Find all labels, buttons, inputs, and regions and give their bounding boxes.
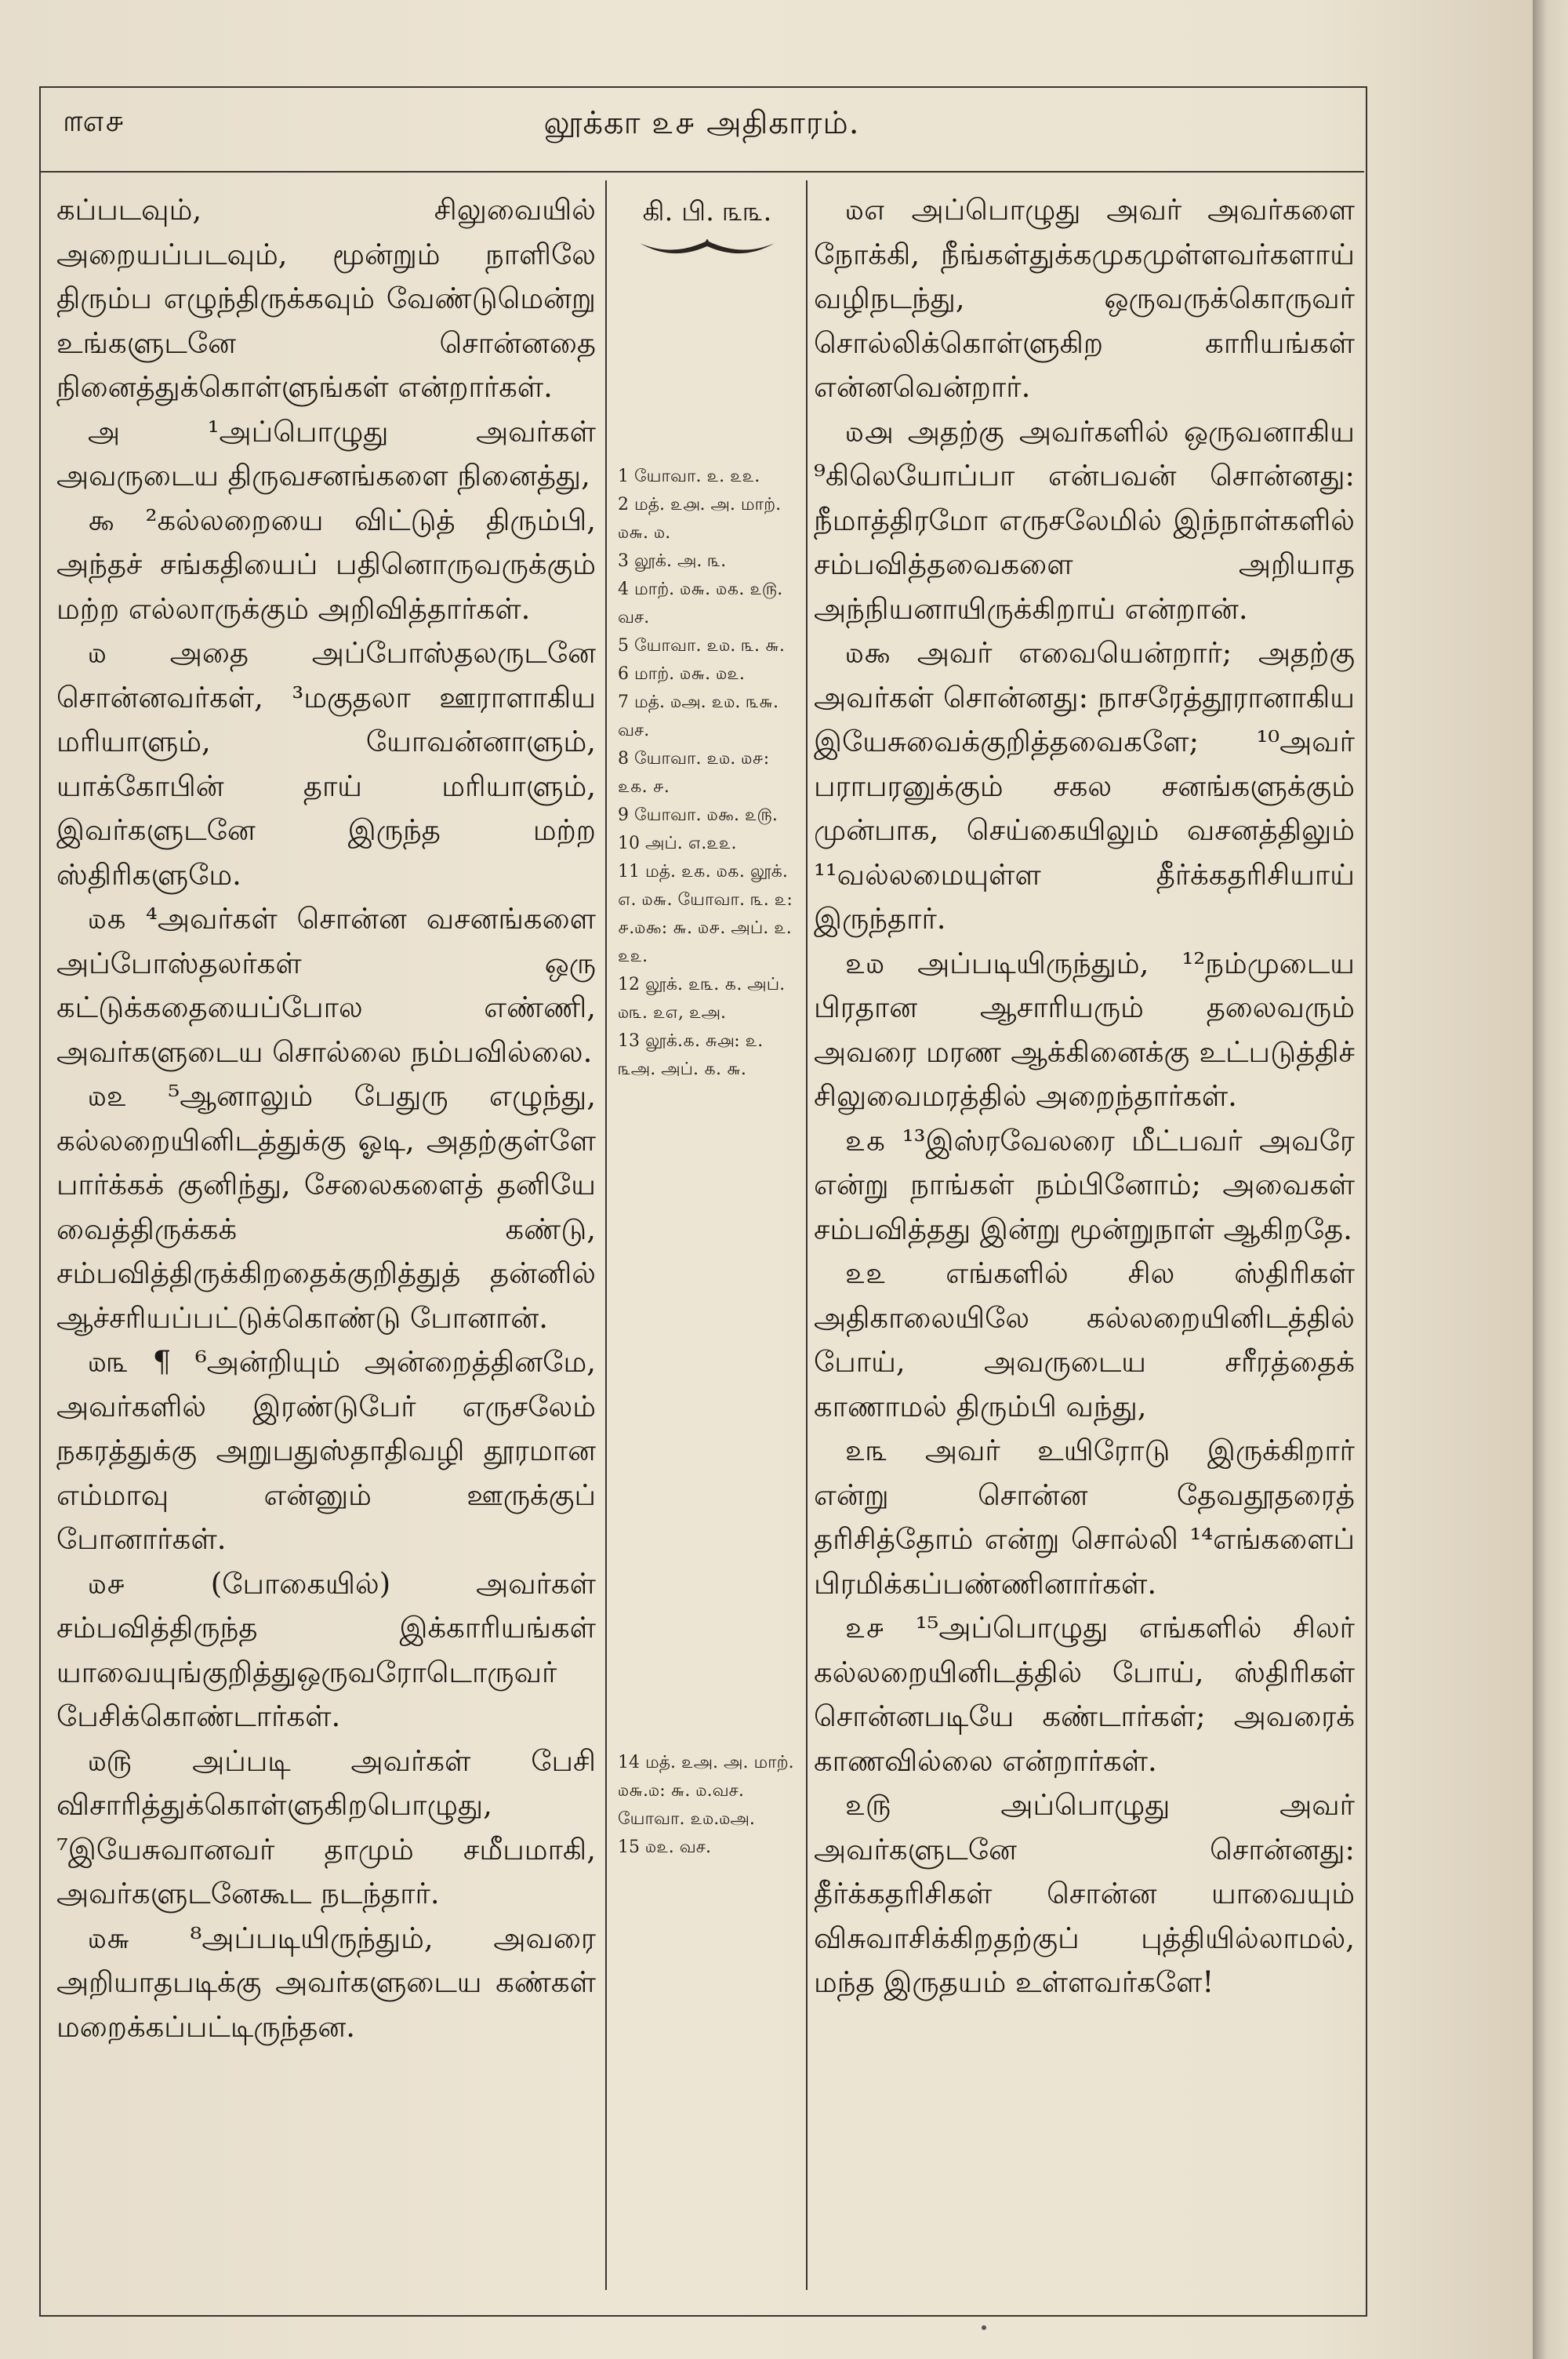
adjacent-page-edge — [1533, 0, 1568, 2359]
cross-reference: 1 யோவா. ௨. ௨௨. — [618, 467, 760, 486]
cross-reference: 7 மத். ௰அ. ௨௰. ௩௬. வச. — [618, 692, 779, 740]
verse-paragraph: ௨௰ அப்படியிருந்தும், ¹²நம்முடைய பிரதான ஆசாரியரும் தலைவரும் அவரை மரண ஆக்கினைக்கு உட்படுத்திச் சிலுவைமரத்தில் அறைந்தார்கள். — [814, 946, 1355, 1113]
verse-paragraph: ௯ ²கல்லறையை விட்டுத் திரும்பி, அந்தச் சங்கதியைப் பதினொருவருக்கும் மற்ற எல்லாருக்கும் அறிவித்தார்கள். — [56, 503, 596, 626]
cross-reference: 13 லூக்.௧. சு௮: ௨. ௩அ. அப். ௧. ௬. — [618, 1031, 764, 1079]
verse-paragraph: அ ¹அப்பொழுது அவர்கள் அவருடைய திருவசனங்களை நினைத்து, — [56, 414, 596, 493]
cross-reference: 4 மாற். ௰௬. ௰௧. ௨௫. வச. — [618, 580, 783, 627]
page-number: ௱௭௪ — [63, 104, 125, 138]
verse-paragraph: ௨௩ அவர் உயிரோடு இருக்கிறார் என்று சொன்ன தேவதூதரைத் தரிசித்தோம் என்று சொல்லி ¹⁴எங்களைப் பிரமிக்கப்பண்ணினார்கள். — [814, 1434, 1355, 1601]
verse-paragraph: ௰௪ (போகையில்) அவர்கள் சம்பவித்திருந்த இக்காரியங்கள் யாவையுங்குறித்துஒருவரோடொருவர் பேசிக்கொண்டார்கள். — [56, 1566, 596, 1733]
ornament-icon — [637, 235, 778, 262]
reference-margin — [613, 188, 801, 2290]
running-title: லூக்கா ௨௪ அதிகாரம். — [543, 105, 860, 141]
verse-paragraph: ௨௧ ¹³இஸ்ரவேலரை மீட்பவர் அவரே என்று நாங்கள் நம்பினோம்; அவைகள் சம்பவித்தது இன்று மூன்றுநாள் ஆகிறதே. — [814, 1123, 1355, 1246]
printer-dot — [982, 2325, 986, 2330]
cross-references-lower — [618, 1749, 797, 1862]
verse-paragraph: ௰௩ ¶ ⁶அன்றியும் அன்றைத்தினமே, அவர்களில் இரண்டுபேர் எருசலேம் நகரத்துக்கு அறுபதுஸ்தாதிவழி தூரமான எம்மாவு என்னும் ஊருக்குப் போனார்கள். — [56, 1345, 596, 1556]
cross-reference: 2 மத். ௨௮. அ. மாற். ௰௬. ௰. — [618, 495, 782, 543]
verse-paragraph: ௰௫ அப்படி அவர்கள் பேசி விசாரித்துக்கொள்ளுகிறபொழுது, ⁷இயேசுவானவர் தாமும் சமீபமாகி, அவர்களுடனேகூட நடந்தார். — [56, 1743, 596, 1910]
page-header — [39, 94, 1364, 173]
column-rule-right — [806, 180, 808, 2290]
cross-reference: 15 ௰௨. வச. — [618, 1837, 711, 1857]
verse-paragraph: கப்படவும், சிலுவையில் அறையப்படவும், மூன்றும் நாளிலே திரும்ப எழுந்திருக்கவும் வேண்டுமென்று உங்களுடனே சொன்னதை நினைத்துக்கொள்ளுங்கள் என்றார்கள். — [56, 193, 596, 404]
verse-paragraph: ௰௧ ⁴அவர்கள் சொன்ன வசனங்களை அப்போஸ்தலர்கள் ஒரு கட்டுக்கதையைப்போல எண்ணி, அவர்களுடைய சொல்லை நம்பவில்லை. — [56, 902, 596, 1069]
verse-paragraph: ௰௭ அப்பொழுது அவர் அவர்களை நோக்கி, நீங்கள்துக்கமுகமுள்ளவர்களாய் வழிநடந்து, ஒருவருக்கொருவர் சொல்லிக்கொள்ளுகிற காரியங்கள் என்னவென்றார். — [814, 193, 1355, 404]
cross-reference: 5 யோவா. ௨௰. ௩. ௬. — [618, 636, 785, 656]
cross-reference: 11 மத். ௨௧. ௰௧. லூக். ௭. ௰௬. யோவா. ௩. ௨: ௪.௰௯: ௬. ௰௪. அப். ௨. ௨௨. — [618, 862, 793, 966]
column-rule-left — [605, 180, 607, 2290]
verse-paragraph: ௰ அதை அப்போஸ்தலருடனே சொன்னவர்கள், ³மகுதலா ஊராளாகிய மரியாளும், யோவன்னாளும், யாக்கோபின் தாய் மரியாளும், இவர்களுடனே இருந்த மற்ற ஸ்திரிகளுமே. — [56, 636, 596, 892]
cross-reference: 6 மாற். ௰௬. ௰௨. — [618, 664, 745, 684]
cross-references-upper — [618, 463, 797, 1084]
verse-paragraph: ௰௬ ⁸அப்படியிருந்தும், அவரை அறியாதபடிக்கு அவர்களுடைய கண்கள் மறைக்கப்பட்டிருந்தன. — [56, 1921, 596, 2044]
cross-reference: 3 லூக். அ. ௩. — [618, 551, 727, 571]
cross-reference: 14 மத். ௨அ. அ. மாற். ௰௬.௰: ௬. ௰.வச. யோவா. ௨௰.௰அ. — [618, 1753, 794, 1829]
cross-reference: 10 அப். ௭.௨௨. — [618, 834, 737, 853]
cross-reference: 12 லூக். ௨௩. ௧. அப். ௰௩. ௨௭, ௨அ. — [618, 975, 786, 1023]
verse-paragraph: ௰௮ அதற்கு அவர்களில் ஒருவனாகிய ⁹கிலெயோப்பா என்பவன் சொன்னது: நீமாத்திரமோ எருசலேமில் இந்நாள்களில் சம்பவித்தவைகளை அறியாத அந்நியனாயிருக்கிறாய் என்றான். — [814, 414, 1355, 626]
verse-paragraph: ௨௨ எங்களில் சில ஸ்திரிகள் அதிகாலையிலே கல்லறையினிடத்தில் போய், அவருடைய சரீரத்தைக் காணாமல் திரும்பி வந்து, — [814, 1256, 1355, 1423]
cross-reference: 8 யோவா. ௨௰. ௰௪: ௨௧. ௪. — [618, 749, 770, 797]
cross-reference: 9 யோவா. ௰௯. ௨௫. — [618, 805, 778, 825]
verse-paragraph: ௰௯ அவர் எவையென்றார்; அதற்கு அவர்கள் சொன்னது: நாசரேத்தூரானாகிய இயேசுவைக்குறித்தவைகளே; ¹⁰அவர் பராபரனுக்கும் சகல சனங்களுக்கும் முன்பாக, செய்கையிலும் வசனத்திலும் ¹¹வல்லமையுள்ள தீர்க்கதரிசியாய் இருந்தார். — [814, 636, 1355, 936]
left-text-column — [56, 188, 596, 2049]
verse-paragraph: ௰௨ ⁵ஆனாலும் பேதுரு எழுந்து, கல்லறையினிடத்துக்கு ஓடி, அதற்குள்ளே பார்க்கக் குனிந்து, சேலைகளைத் தனியே வைத்திருக்கக் கண்டு, சம்பவித்திருக்கிறதைக்குறித்துத் தன்னில் ஆச்சரியப்பட்டுக்கொண்டு போனான். — [56, 1079, 596, 1335]
right-text-column — [814, 188, 1355, 2005]
verse-paragraph: ௨௪ ¹⁵அப்பொழுது எங்களில் சிலர் கல்லறையினிடத்தில் போய், ஸ்திரிகள் சொன்னபடியே கண்டார்கள்; அவரைக் காணவில்லை என்றார்கள். — [814, 1611, 1355, 1778]
year-label: கி. பி. ௩௩. — [642, 196, 772, 227]
verse-paragraph: ௨௫ அப்பொழுது அவர் அவர்களுடனே சொன்னது: தீர்க்கதரிசிகள் சொன்ன யாவையும் விசுவாசிக்கிறதற்குப் புத்தியில்லாமல், மந்த இருதயம் உள்ளவர்களே! — [814, 1788, 1355, 1999]
